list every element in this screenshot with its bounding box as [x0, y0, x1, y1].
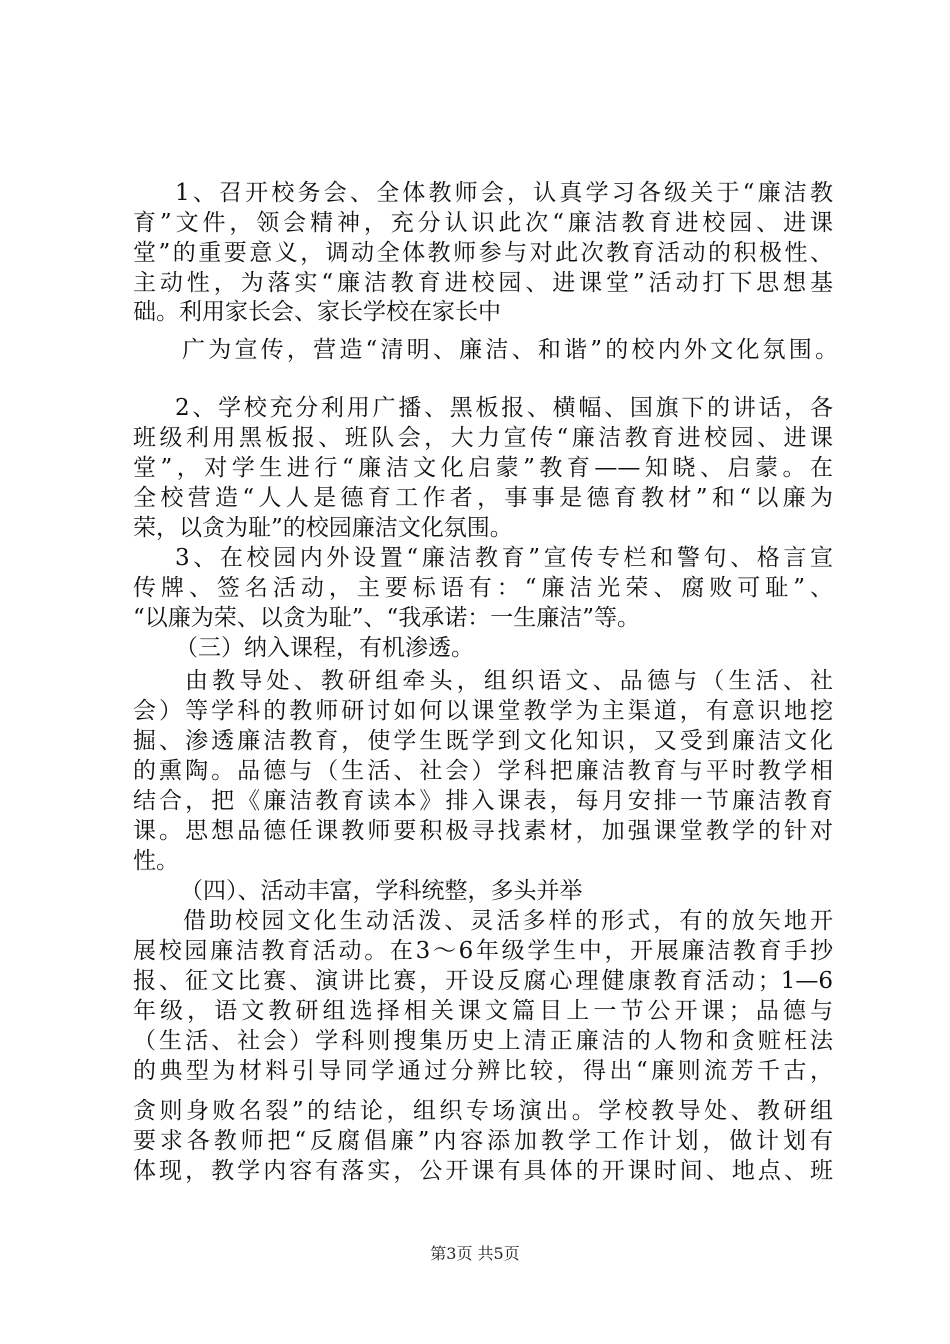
text-line: 借助校园文化生动活泼、灵活多样的形式，有的放矢地开: [183, 908, 833, 934]
section-heading: （三）纳入课程，有机渗透。: [175, 635, 474, 661]
text-line: 要求各教师把“反腐倡廉”内容添加教学工作计划，做计划有: [133, 1128, 833, 1154]
section-heading: （四）、活动丰富，学科统整，多头并举: [180, 878, 583, 904]
text-line: 班级利用黑板报、班队会，大力宣传“廉洁教育进校园、进课: [133, 425, 833, 451]
text-line: 会）等学科的教师研讨如何以课堂教学为主渠道，有意识地挖: [133, 698, 833, 724]
text-line: （生活、社会）学科则搜集历史上清正廉洁的人物和贪赃枉法: [133, 1028, 833, 1054]
text-line: 广为宣传，营造“清明、廉洁、和谐”的校内外文化氛围。: [182, 337, 838, 363]
text-line: 传牌、签名活动，主要标语有：“廉洁光荣、腐败可耻”、: [133, 575, 833, 601]
text-line: 展校园廉洁教育活动。在3～6年级学生中，开展廉洁教育手抄: [133, 938, 833, 964]
text-line: 础。利用家长会、家长学校在家长中: [133, 299, 501, 325]
text-line: 掘、渗透廉洁教育，使学生既学到文化知识，又受到廉洁文化: [133, 728, 833, 754]
text-line: 性。: [133, 848, 179, 874]
page-footer: 第3页 共5页: [430, 1244, 520, 1263]
text-line: 年级，语文教研组选择相关课文篇目上一节公开课；品德与: [133, 998, 833, 1024]
text-line: 全校营造“人人是德育工作者，事事是德育教材”和“以廉为: [133, 485, 833, 511]
text-line: 报、征文比赛、演讲比赛，开设反腐心理健康教育活动；1—6: [133, 968, 833, 994]
text-line: 的典型为材料引导同学通过分辨比较，得出“廉则流芳千古，: [133, 1058, 833, 1084]
text-line: 3、在校园内外设置“廉洁教育”宣传专栏和警句、格言宣: [175, 545, 833, 571]
text-line: 课。思想品德任课教师要积极寻找素材，加强课堂教学的针对: [133, 818, 833, 844]
text-line: 荣，以贪为耻”的校园廉洁文化氛围。: [133, 515, 513, 541]
text-line: 由教导处、教研组牵头，组织语文、品德与（生活、社: [185, 668, 833, 694]
text-line: 育”文件，领会精神，充分认识此次“廉洁教育进校园、进课: [133, 210, 833, 236]
text-line: 结合，把《廉洁教育读本》排入课表，每月安排一节廉洁教育: [133, 788, 833, 814]
text-line: 堂”的重要意义，调动全体教师参与对此次教育活动的积极性、: [133, 240, 833, 266]
text-line: 体现，教学内容有落实，公开课有具体的开课时间、地点、班: [133, 1158, 833, 1184]
text-line: “以廉为荣、以贪为耻”、“我承诺：一生廉洁”等。: [133, 605, 641, 631]
text-line: 堂”，对学生进行“廉洁文化启蒙”教育——知晓、启蒙。在: [133, 455, 833, 481]
text-line: 2、学校充分利用广播、黑板报、横幅、国旗下的讲话，各: [175, 395, 833, 421]
text-line: 贪则身败名裂”的结论，组织专场演出。学校教导处、教研组: [133, 1098, 833, 1124]
text-line: 1、召开校务会、全体教师会，认真学习各级关于“廉洁教: [175, 180, 833, 206]
text-line: 的熏陶。品德与（生活、社会）学科把廉洁教育与平时教学相: [133, 758, 833, 784]
text-line: 主动性，为落实“廉洁教育进校园、进课堂”活动打下思想基: [133, 270, 833, 296]
